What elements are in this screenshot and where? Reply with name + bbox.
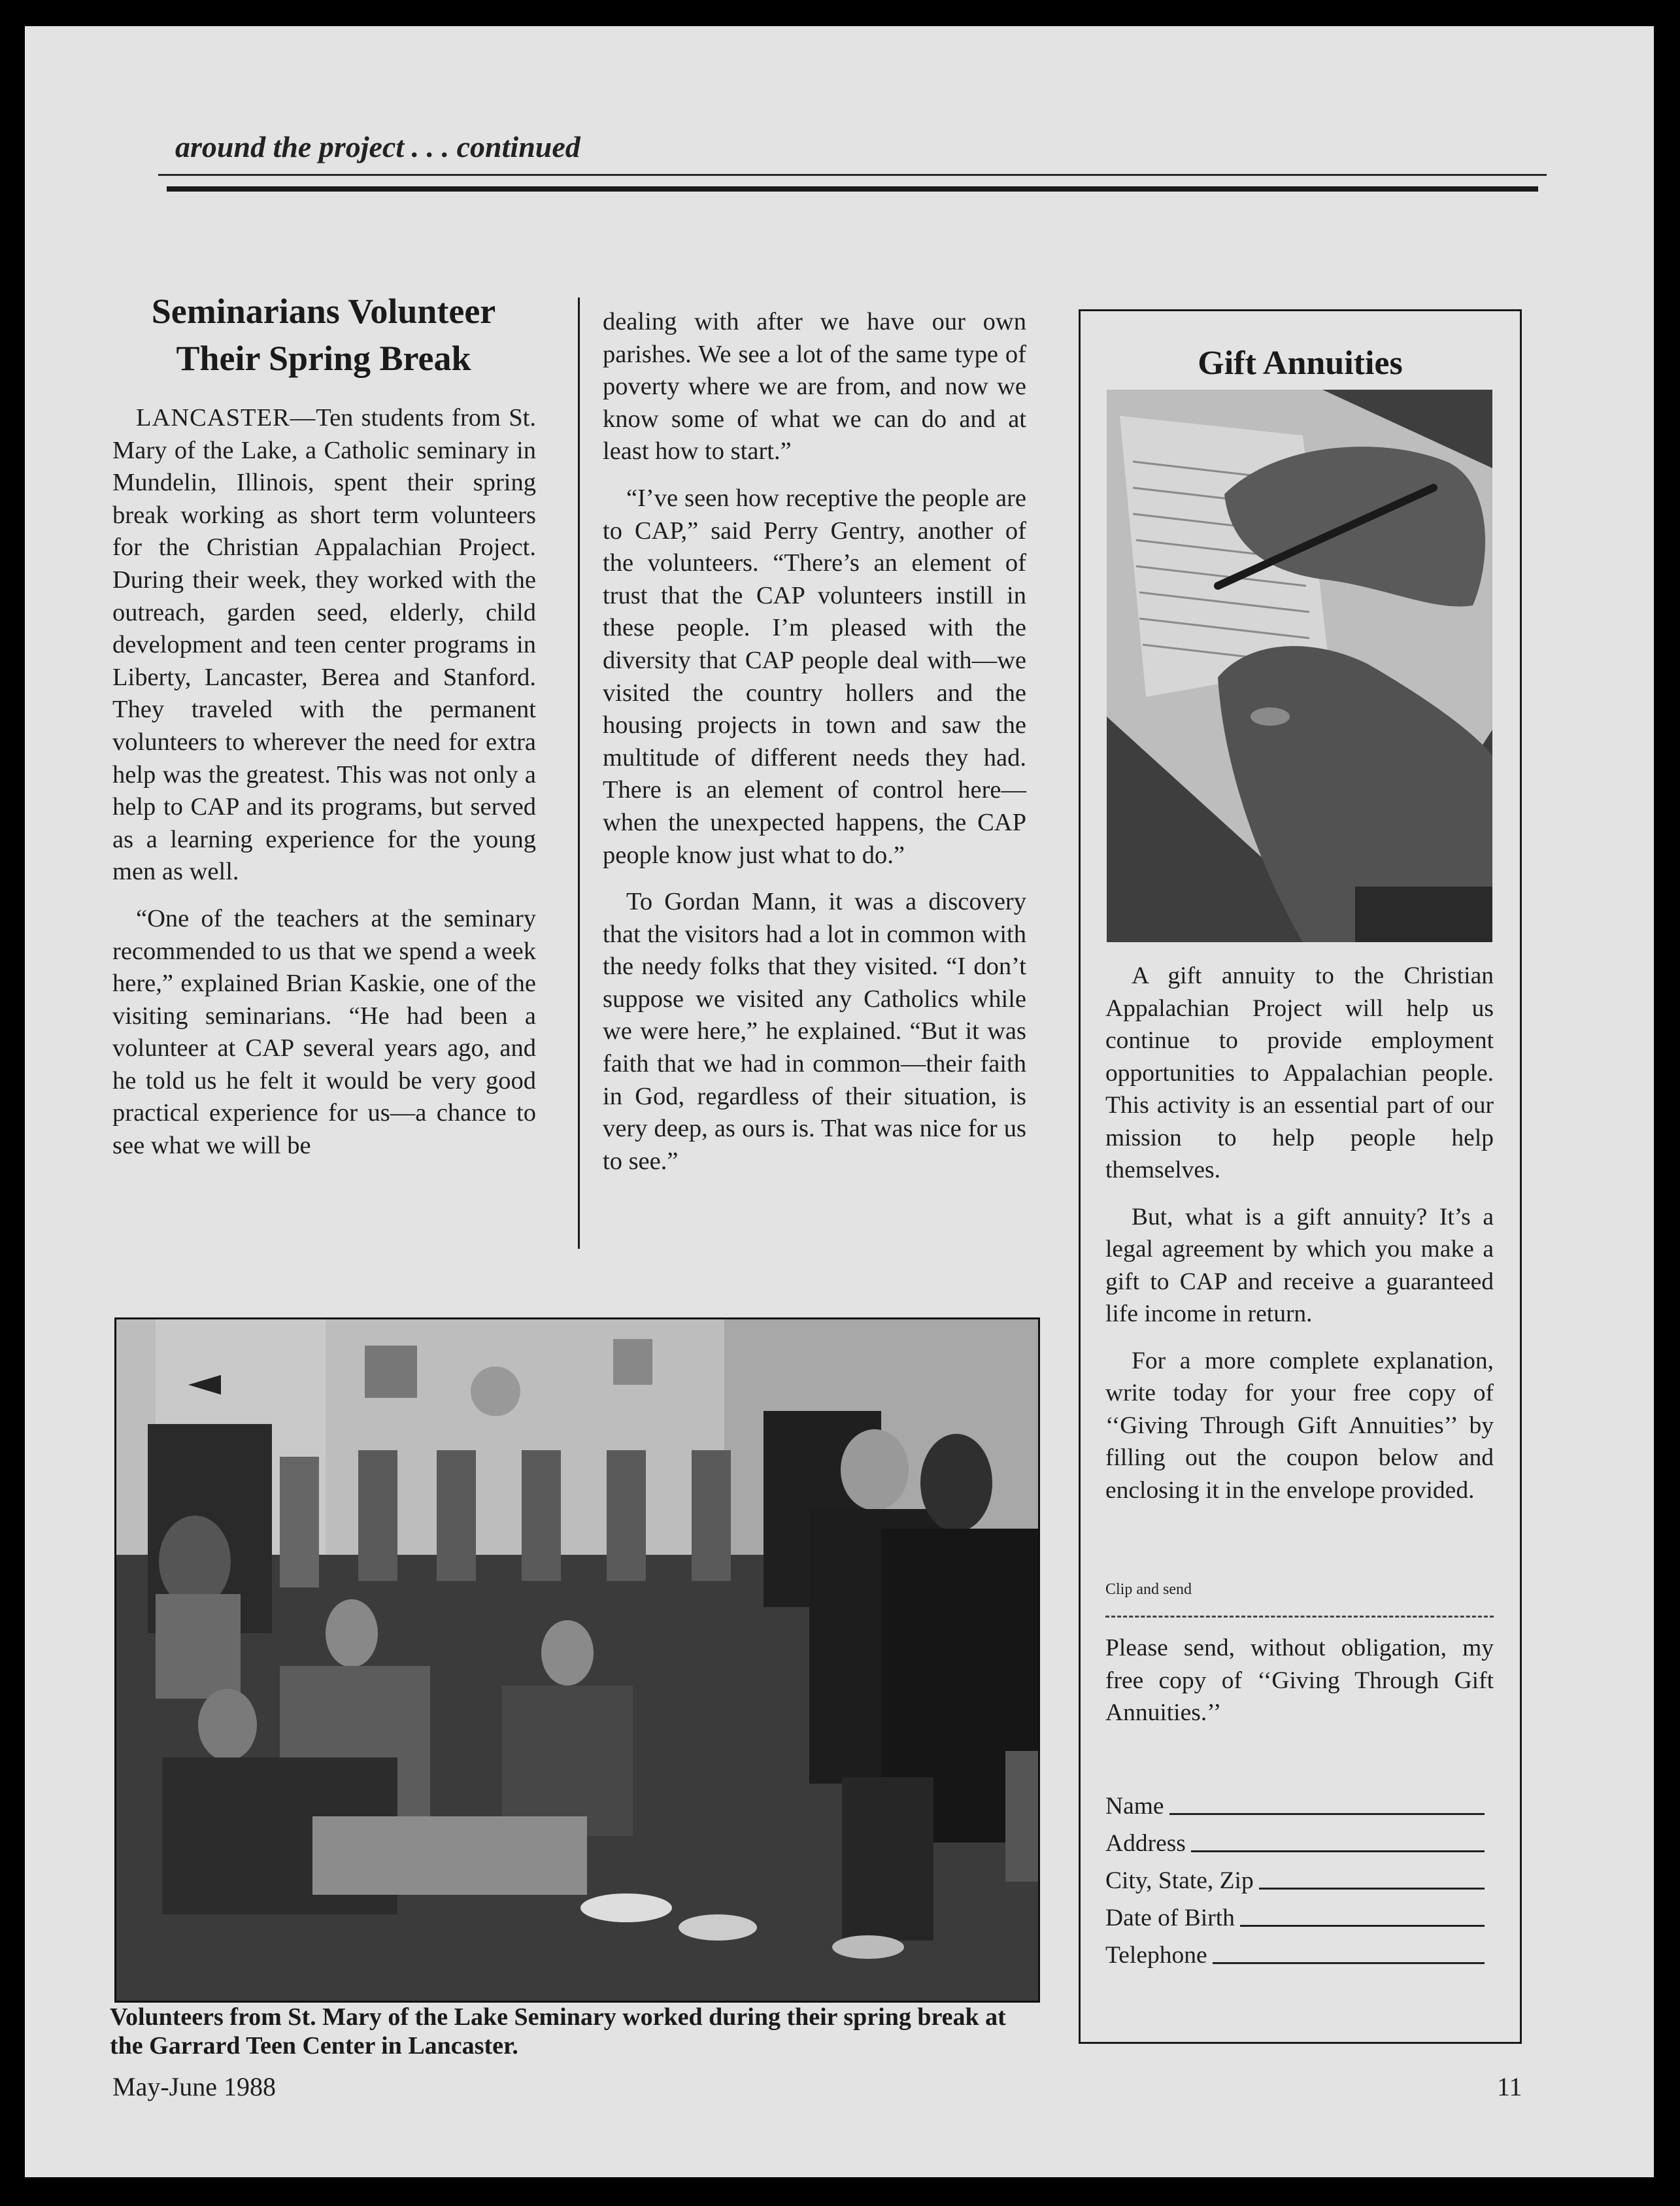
volunteers-photo-illustration [116,1319,1038,2001]
article-paragraph: LANCASTER—Ten students from St. Mary of the Lake, a Catholic seminary in Mundelin, Illinois, spent their spring break working as short term volunteers for the Christian Appalachian Project. During their week, they worked with the outreach, garden seed, elderly, child development and teen center programs in Liberty, Lancaster, Berea and Stanford. They traveled with the permanent volunteers to wherever the need for extra help was the greatest. This was not only a help to CAP and its programs, but served as a learning experience for the young men as well. [112,404,536,886]
page-number: 11 [1497,2072,1522,2101]
city-state-zip-blank[interactable] [1259,1888,1485,1890]
name-blank[interactable] [1169,1813,1485,1815]
volunteers-photo [114,1317,1040,2003]
telephone-blank[interactable] [1213,1962,1485,1964]
date-of-birth-blank[interactable] [1240,1925,1485,1927]
header-rule-thin [158,174,1547,176]
article-paragraph: “I’ve seen how receptive the people are to CAP,” said Perry Gentry, another of the volunteers. “There’s an element of trust that the CAP volunteers instill in these people. I’m pleased with the diversity that CAP people deal with—we visited the country hollers and the housing projects in town and saw the multitude of different needs they had. There is an element of control here—when the unexpected happens, the CAP people know just what to do.” [603,484,1026,869]
coupon-request-text: Please send, without obligation, my free copy of ‘‘Giving Through Gift Annuities.’’ [1105,1635,1494,1726]
clip-and-send-label: Clip and send [1105,1581,1192,1598]
running-head: around the project . . . continued [175,130,580,163]
gift-annuities-sidebar [1079,309,1522,2044]
address-blank[interactable] [1191,1850,1485,1852]
article-paragraph: “One of the teachers at the seminary recommended to us that we spend a week here,” explained Brian Kaskie, one of the visiting seminarians. “He had been a volunteer at CAP several years ago, and he told us he felt it would be very good practical experience for us—a chance to see what we will be [112,904,536,1160]
sidebar-paragraph: But, what is a gift annuity? It’s a legal agreement by which you make a gift to CAP and receive a guaranteed life income in return. [1105,1203,1494,1327]
coupon-telephone-field[interactable]: Telephone [1105,1935,1485,1969]
signing-document-illustration [1107,390,1492,942]
issue-date: May-June 1988 [112,2072,276,2101]
photo-caption: Volunteers from St. Mary of the Lake Seminary worked during their spring break at the Garrard Teen Center in Lancaster. [110,2003,1006,2060]
column-divider [578,297,580,1249]
coupon-cut-line [1105,1616,1494,1618]
sidebar-paragraph: A gift annuity to the Christian Appalachian Project will help us continue to provide employment opportunities to Appalachian people. This activity is an essential part of our mission to help people help themselves. [1105,962,1494,1183]
sidebar-paragraph: For a more complete explanation, write today for your free copy of ‘‘Giving Through Gift Annuities’’ by filling out the coupon below and enclosing it in the envelope provided. [1105,1347,1494,1504]
sidebar-body [1105,960,1494,1506]
coupon-name-field[interactable]: Name [1105,1786,1485,1820]
coupon-address-field[interactable]: Address [1105,1824,1485,1858]
signing-document-photo [1107,390,1492,942]
article-column-2 [603,306,1026,1178]
header-rule-thick [167,186,1538,192]
dateline: LANCASTER— [136,404,316,432]
coupon-city-state-zip-field[interactable]: City, State, Zip [1105,1861,1485,1895]
sidebar-title: Gift Annuities [1198,345,1403,382]
article-paragraph: To Gordan Mann, it was a discovery that the visitors had a lot in common with the needy folks that they visited. “I don’t suppose we visited any Catholics while we were here,” he explained. “But it was faith that we had in common—their faith in God, regardless of their situation, is very deep, as ours is. That was nice for us to see.” [603,888,1026,1175]
article-column-1 [112,402,536,1162]
coupon-date-of-birth-field[interactable]: Date of Birth [1105,1898,1485,1932]
article-paragraph: dealing with after we have our own parishes. We see a lot of the same type of poverty where we are from, and now we know some of what we can do and at least how to start.” [603,308,1026,466]
article-headline: Seminarians Volunteer Their Spring Break [151,292,496,378]
